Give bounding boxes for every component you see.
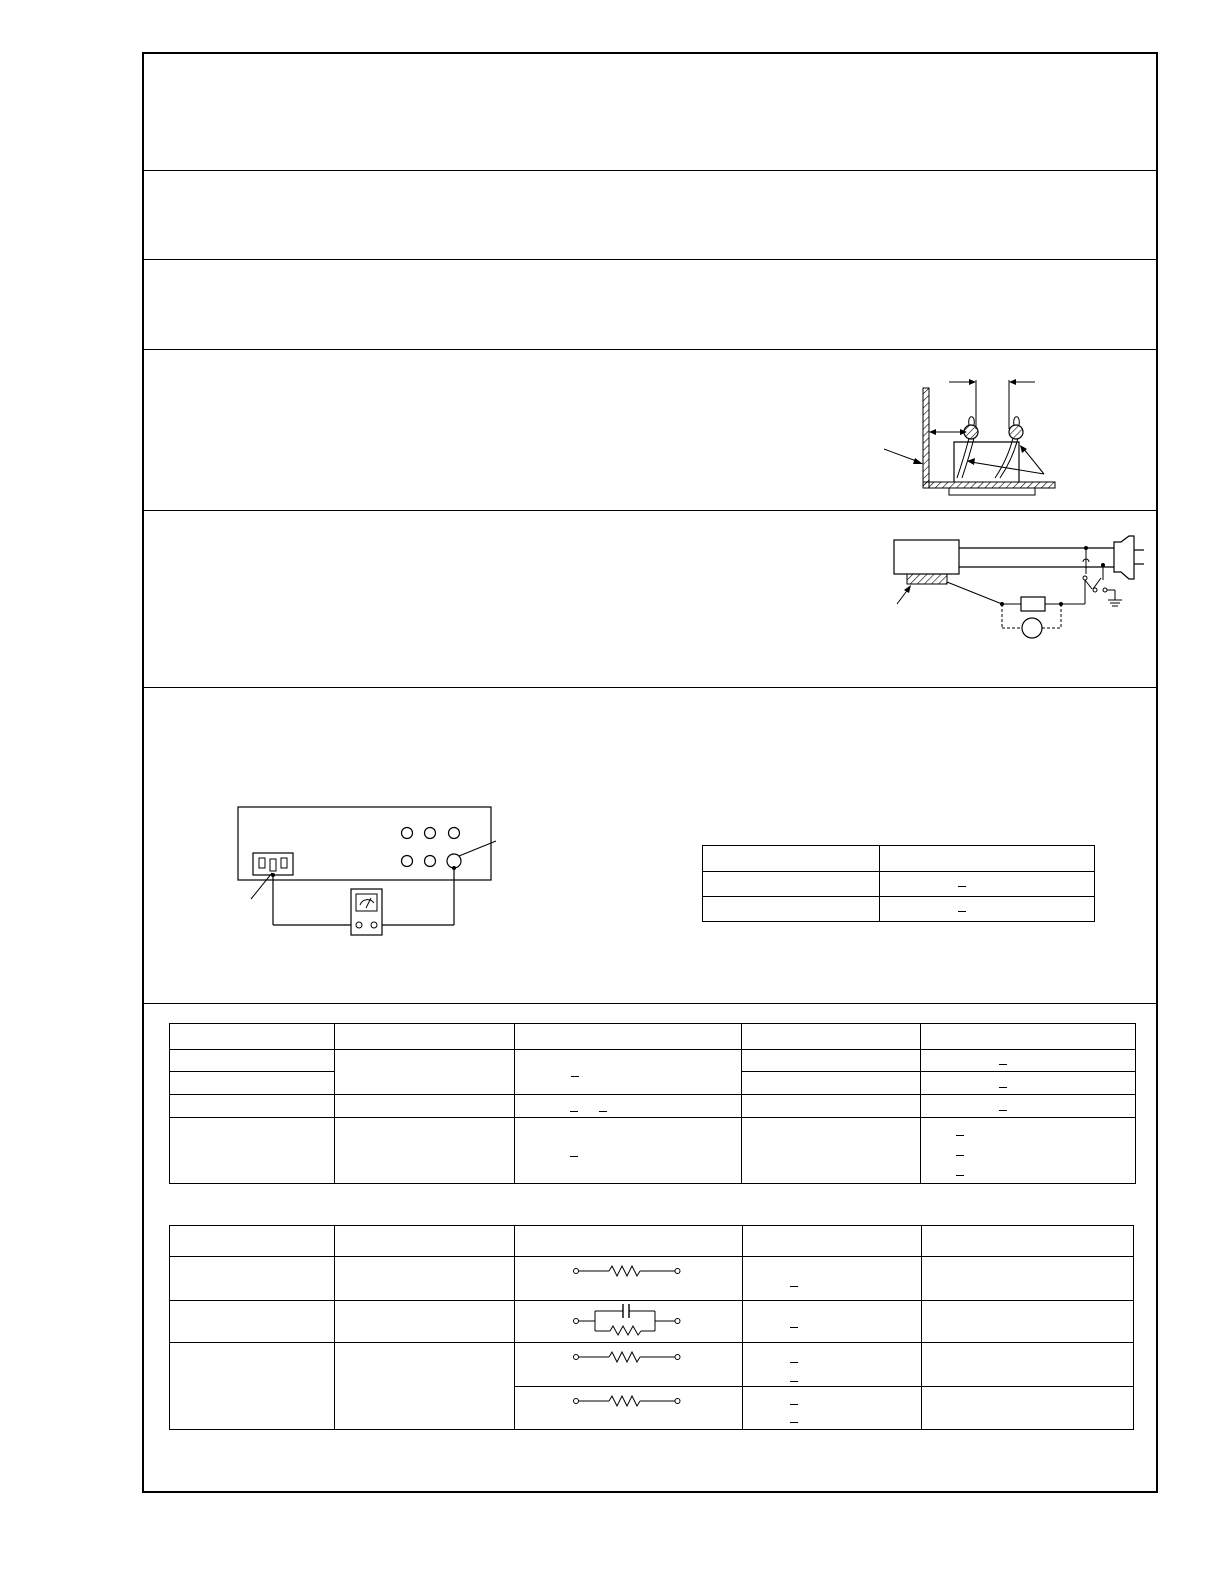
table-cell: [922, 1387, 1134, 1430]
table-header-cell: [922, 1226, 1134, 1257]
table-cell: [743, 1343, 922, 1387]
section-1: [144, 170, 1156, 259]
table-cell: [703, 872, 880, 897]
table-cell: [515, 1387, 743, 1430]
table-cell: [335, 1343, 515, 1430]
table-cell: [335, 1095, 515, 1118]
table-cell: [743, 1387, 922, 1430]
page-frame: [142, 52, 1158, 1493]
chassis-floor: [923, 482, 1055, 488]
table-cell: [743, 1301, 922, 1343]
table-cell: [742, 1072, 921, 1095]
appliance-box: [894, 540, 959, 574]
table-header-cell: [170, 1226, 335, 1257]
jack-row-top: [402, 828, 460, 839]
section-divider: [144, 1003, 1156, 1004]
table-cell: [515, 1095, 742, 1118]
metal-part: [907, 574, 947, 584]
clearance-diagram: [879, 374, 1059, 504]
table-cell: [921, 1050, 1136, 1072]
table-header-cell: [170, 1024, 335, 1050]
table-cell: [742, 1118, 921, 1184]
section-2: [144, 259, 1156, 349]
lead-cross-section: [1009, 425, 1023, 439]
header-section: [144, 54, 1156, 170]
table-cell: [170, 1257, 335, 1301]
table-cell: [880, 846, 1095, 872]
table-cell: [743, 1257, 922, 1301]
table-cell: [921, 1095, 1136, 1118]
meter-icon: [1022, 618, 1042, 638]
table-cell: [170, 1301, 335, 1343]
spec-table-2: [169, 1225, 1134, 1430]
table-header-cell: [515, 1226, 743, 1257]
table-cell: [880, 872, 1095, 897]
table-header-cell: [743, 1226, 922, 1257]
table-cell: [921, 1118, 1136, 1184]
table-cell: [170, 1343, 335, 1430]
jack-row-bottom: [402, 854, 462, 868]
table-cell: [880, 897, 1095, 922]
table-cell: [170, 1072, 335, 1095]
table-cell: [515, 1050, 742, 1095]
outlet-icon: [253, 853, 293, 875]
table-header-cell: [921, 1024, 1136, 1050]
leakage-diagram: [889, 534, 1154, 654]
table-cell: [922, 1257, 1134, 1301]
table-cell: [335, 1118, 515, 1184]
resistor-icon: [573, 1395, 681, 1407]
section-divider: [144, 687, 1156, 688]
table-cell: [170, 1095, 335, 1118]
table-cell: [515, 1301, 743, 1343]
ground-icon: [1108, 600, 1122, 606]
resistor-icon: [573, 1265, 681, 1277]
table-cell: [335, 1301, 515, 1343]
table-header-cell: [742, 1024, 921, 1050]
table-cell: [922, 1343, 1134, 1387]
meter-icon: [351, 889, 382, 935]
table-cell: [170, 1118, 335, 1184]
table-cell: [921, 1072, 1136, 1095]
capacitor-resistor-icon: [573, 1303, 681, 1335]
table-cell: [703, 897, 880, 922]
table-cell: [335, 1257, 515, 1301]
plug-icon: [1114, 536, 1134, 579]
table-cell: [742, 1095, 921, 1118]
table-cell: [170, 1050, 335, 1072]
resistor-icon: [573, 1351, 681, 1363]
section-divider: [144, 349, 1156, 350]
table-cell: [703, 846, 880, 872]
table-cell: [515, 1343, 743, 1387]
base-block: [949, 488, 1035, 495]
resistor-box: [1021, 597, 1045, 611]
chassis-wall: [923, 388, 929, 488]
table-cell: [515, 1118, 742, 1184]
measurement-diagram: [229, 799, 509, 949]
table-header-cell: [335, 1024, 515, 1050]
table-cell: [742, 1050, 921, 1072]
lead-cross-section: [964, 425, 978, 439]
table-header-cell: [515, 1024, 742, 1050]
table-header-cell: [335, 1226, 515, 1257]
section-divider: [144, 510, 1156, 511]
table-cell: [335, 1050, 515, 1095]
table-cell: [515, 1257, 743, 1301]
measurement-table: [702, 845, 1095, 922]
spec-table-1: [169, 1023, 1136, 1184]
table-cell: [922, 1301, 1134, 1343]
